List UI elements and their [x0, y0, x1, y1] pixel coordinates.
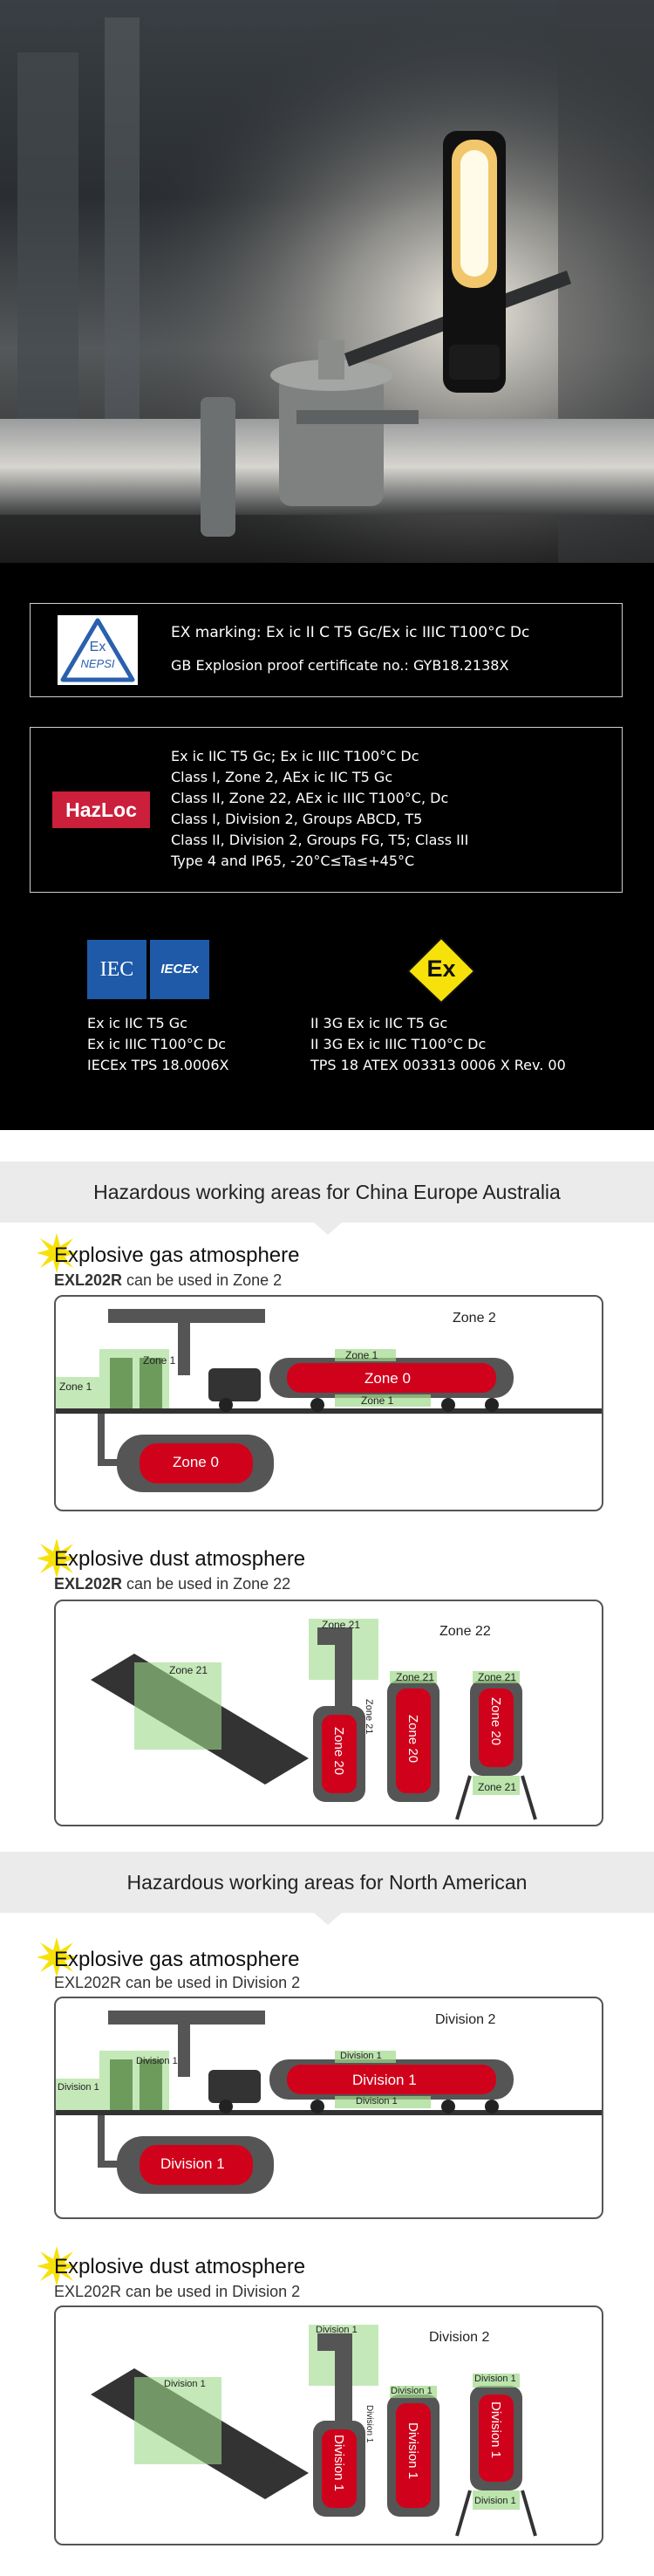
section-north-american — [0, 1852, 654, 2576]
division1-label: Division 1 — [364, 2405, 374, 2443]
banner-notch — [314, 1223, 342, 1235]
division1-label: Division 1 — [160, 2155, 225, 2172]
zone20-label: Zone 20 — [331, 1727, 346, 1776]
section-banner-title: Hazardous working areas for China Europe Australia — [93, 1181, 561, 1203]
atex-line: II 3G Ex ic IIC T5 Gc — [310, 1015, 448, 1031]
hazloc-line: Class I, Division 2, Groups ABCD, T5 — [171, 811, 423, 827]
gas-division-subtitle: EXL202R can be used in Division 2 — [54, 1974, 301, 1991]
dust-atmosphere-title: Explosive dust atmosphere — [54, 1547, 306, 1571]
dust-zone-subtitle: can be used in Zone 22 — [122, 1575, 291, 1593]
division1-label: Division 1 — [136, 2056, 178, 2066]
iec-line: Ex ic IIIC T100°C Dc — [87, 1036, 227, 1052]
zone20-label: Zone 20 — [405, 1715, 420, 1764]
hazloc-logo: HazLoc — [52, 791, 150, 828]
division1-label: Division 1 — [474, 2496, 516, 2506]
certifications-section — [0, 563, 654, 1130]
hazloc-line: Type 4 and IP65, -20°C≤Ta≤+45°C — [171, 853, 415, 869]
hero-photo — [0, 0, 654, 563]
atex-line: TPS 18 ATEX 003313 0006 X Rev. 00 — [310, 1057, 566, 1073]
hazloc-line: Class I, Zone 2, AEx ic IIC T5 Gc — [171, 769, 393, 785]
division2-label: Division 2 — [429, 2330, 490, 2345]
iecex-logo: IECEx — [150, 940, 209, 999]
dust-division-subtitle: EXL202R can be used in Division 2 — [54, 2283, 301, 2300]
nepsi-logo — [58, 615, 138, 685]
zone0-label: Zone 0 — [364, 1370, 411, 1387]
dust-division-diagram — [54, 2305, 603, 2545]
atex-logo-text: Ex — [426, 956, 456, 982]
zone1-label: Zone 1 — [143, 1354, 176, 1367]
banner-notch — [314, 1913, 342, 1925]
division1-label: Division 1 — [356, 2096, 398, 2107]
certificate-number: GB Explosion proof certificate no.: GYB18.2138X — [171, 657, 509, 674]
section-banner-title: Hazardous working areas for North American — [126, 1871, 528, 1894]
ex-marking-text: EX marking: Ex ic II C T5 Gc/Ex ic IIIC T100°C Dc — [171, 624, 530, 641]
zone20-label: Zone 20 — [488, 1697, 503, 1746]
nepsi-logo-text: NEPSI — [80, 657, 115, 670]
zone21-label: Zone 21 — [396, 1671, 435, 1683]
zone21-label: Zone 21 — [169, 1664, 208, 1676]
zone2-label: Zone 2 — [453, 1311, 496, 1326]
division1-label: Division 1 — [340, 2051, 382, 2061]
division1-label: Division 1 — [352, 2072, 417, 2088]
division1-label: Division 1 — [405, 2422, 420, 2480]
division1-label: Division 1 — [488, 2401, 503, 2459]
division1-label: Division 1 — [316, 2325, 358, 2335]
division1-label: Division 1 — [331, 2435, 346, 2492]
atex-line: II 3G Ex ic IIIC T100°C Dc — [310, 1036, 487, 1052]
gas-atmosphere-title: Explosive gas atmosphere — [54, 1243, 300, 1267]
section-banner — [0, 1161, 654, 1223]
gas-zone-diagram — [54, 1295, 603, 1511]
nepsi-logo-ex: Ex — [89, 640, 106, 654]
zone21-label: Zone 21 — [322, 1619, 361, 1631]
division1-label: Division 1 — [164, 2379, 206, 2389]
hazloc-line: Class II, Division 2, Groups FG, T5; Class III — [171, 832, 469, 848]
atex-logo — [406, 936, 476, 1004]
zone21-label: Zone 21 — [478, 1781, 517, 1793]
iec-line: Ex ic IIC T5 Gc — [87, 1015, 187, 1031]
division1-label: Division 1 — [391, 2386, 433, 2396]
division1-label: Division 1 — [58, 2082, 99, 2093]
product-name: EXL202R — [54, 1575, 123, 1593]
gas-division-diagram — [54, 1997, 603, 2219]
iec-logo: IEC — [87, 940, 146, 999]
section-banner — [0, 1852, 654, 1913]
zone21-label: Zone 21 — [364, 1699, 374, 1735]
hazloc-line: Ex ic IIC T5 Gc; Ex ic IIIC T100°C Dc — [171, 748, 419, 764]
zone21-label: Zone 21 — [478, 1671, 517, 1683]
zone1-label: Zone 1 — [345, 1349, 378, 1361]
dust-atmosphere-title: Explosive dust atmosphere — [54, 2255, 306, 2278]
zone1-label: Zone 1 — [59, 1380, 92, 1393]
hazloc-line: Class II, Zone 22, AEx ic IIIC T100°C, Dc — [171, 790, 449, 806]
division1-label: Division 1 — [474, 2374, 516, 2384]
section-china-europe-australia — [0, 1130, 654, 1852]
product-name: EXL202R — [54, 1271, 123, 1289]
division2-label: Division 2 — [435, 2012, 496, 2027]
zone22-label: Zone 22 — [439, 1624, 491, 1639]
dust-zone-diagram — [54, 1600, 603, 1826]
iec-line: IECEx TPS 18.0006X — [87, 1057, 229, 1073]
zone1-label: Zone 1 — [361, 1394, 394, 1407]
zone0-label: Zone 0 — [173, 1454, 219, 1470]
gas-atmosphere-title: Explosive gas atmosphere — [54, 1948, 300, 1971]
gas-zone-subtitle: can be used in Zone 2 — [122, 1271, 283, 1289]
